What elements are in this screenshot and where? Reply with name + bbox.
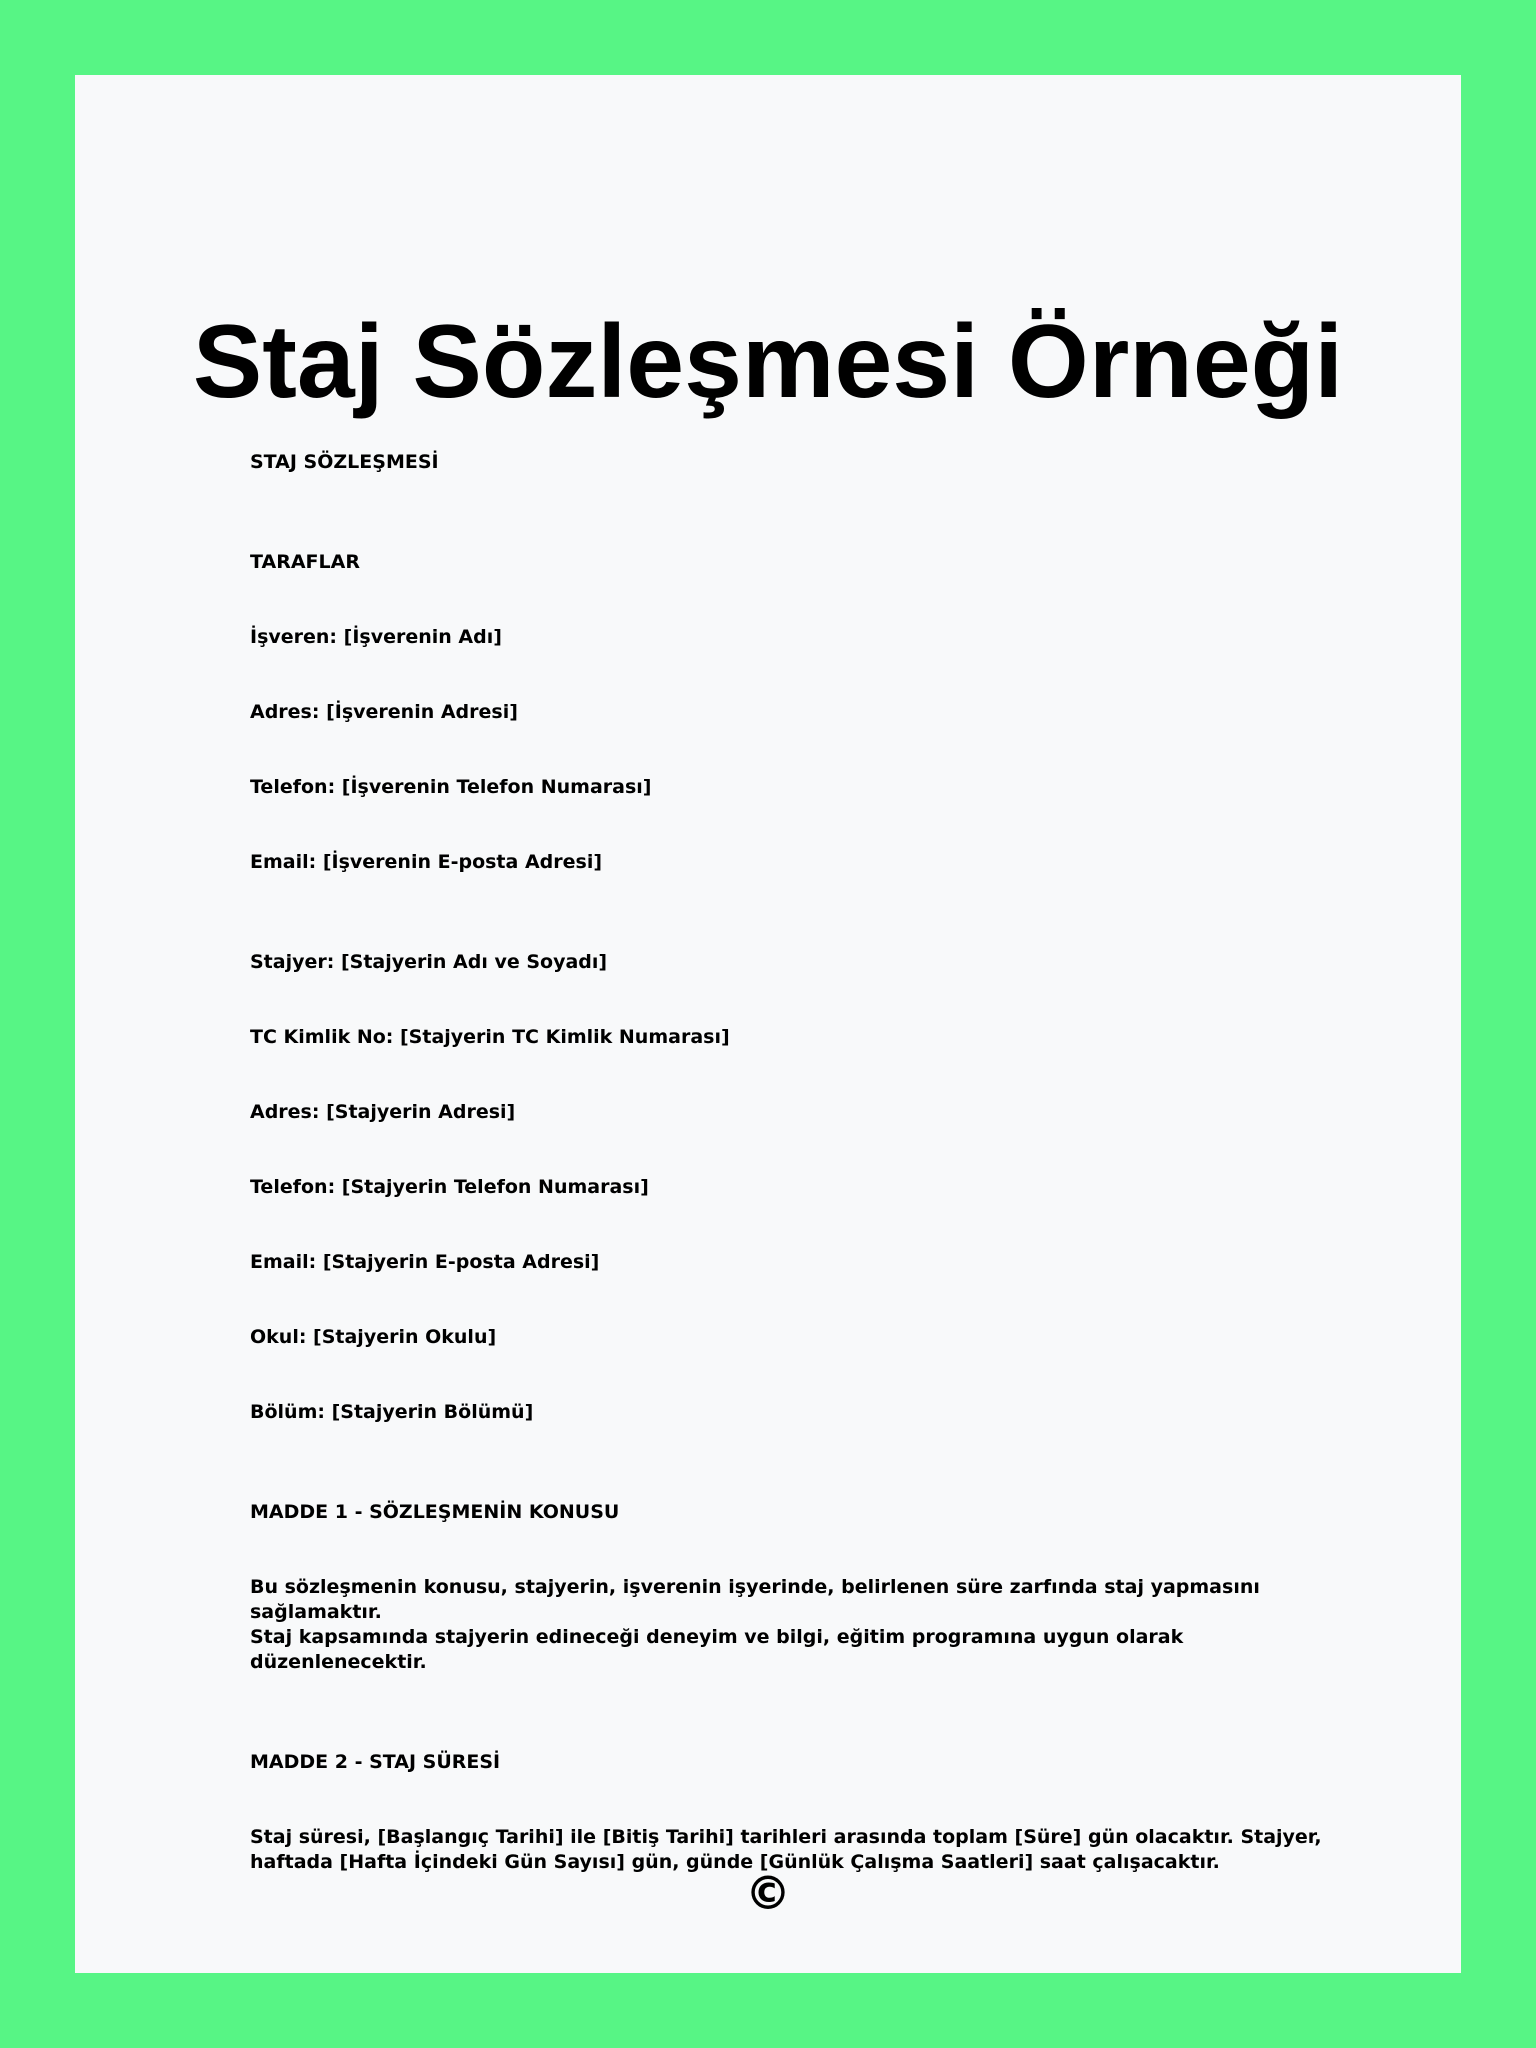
intern-phone: Telefon: [Stajyerin Telefon Numarası] xyxy=(250,1176,649,1198)
employer-email: Email: [İşverenin E-posta Adresi] xyxy=(250,851,603,873)
article2-text: Staj süresi, [Başlangıç Tarihi] ile [Bitiş Tarihi] tarihleri arasında toplam [Süre] gün olacaktır. Stajyer, haftada [Hafta İçindeki Gün Sayısı] gün, günde [Günlük Çalışma Saatleri] saat çalışacaktır. xyxy=(250,1826,1322,1873)
employer-address: Adres: [İşverenin Adresi] xyxy=(250,701,518,723)
article2-heading: MADDE 2 - STAJ SÜRESİ xyxy=(250,1751,501,1773)
intern-department: Bölüm: [Stajyerin Bölümü] xyxy=(250,1401,534,1423)
intern-school: Okul: [Stajyerin Okulu] xyxy=(250,1326,497,1348)
intern-email: Email: [Stajyerin E-posta Adresi] xyxy=(250,1251,600,1273)
employer-name: İşveren: [İşverenin Adı] xyxy=(250,626,502,648)
contract-heading: STAJ SÖZLEŞMESİ xyxy=(250,451,439,473)
document-page xyxy=(75,75,1461,1973)
parties-heading: TARAFLAR xyxy=(250,551,360,573)
document-title: Staj Sözleşmesi Örneği xyxy=(192,304,1344,420)
article1-text: Bu sözleşmenin konusu, stajyerin, işverenin işyerinde, belirlenen süre zarfında staj yapmasını sağlamaktır. Staj kapsamında stajyerin edineceği deneyim ve bilgi, eğitim programına uygun olarak düzenlenecektir. xyxy=(250,1576,1260,1673)
intern-id-number: TC Kimlik No: [Stajyerin TC Kimlik Numarası] xyxy=(250,1026,730,1048)
intern-address: Adres: [Stajyerin Adresi] xyxy=(250,1101,516,1123)
intern-name: Stajyer: [Stajyerin Adı ve Soyadı] xyxy=(250,951,608,973)
copyright-icon: © xyxy=(745,1866,791,1920)
employer-phone: Telefon: [İşverenin Telefon Numarası] xyxy=(250,776,652,798)
article1-heading: MADDE 1 - SÖZLEŞMENİN KONUSU xyxy=(250,1501,620,1523)
document-body xyxy=(250,450,1330,1875)
